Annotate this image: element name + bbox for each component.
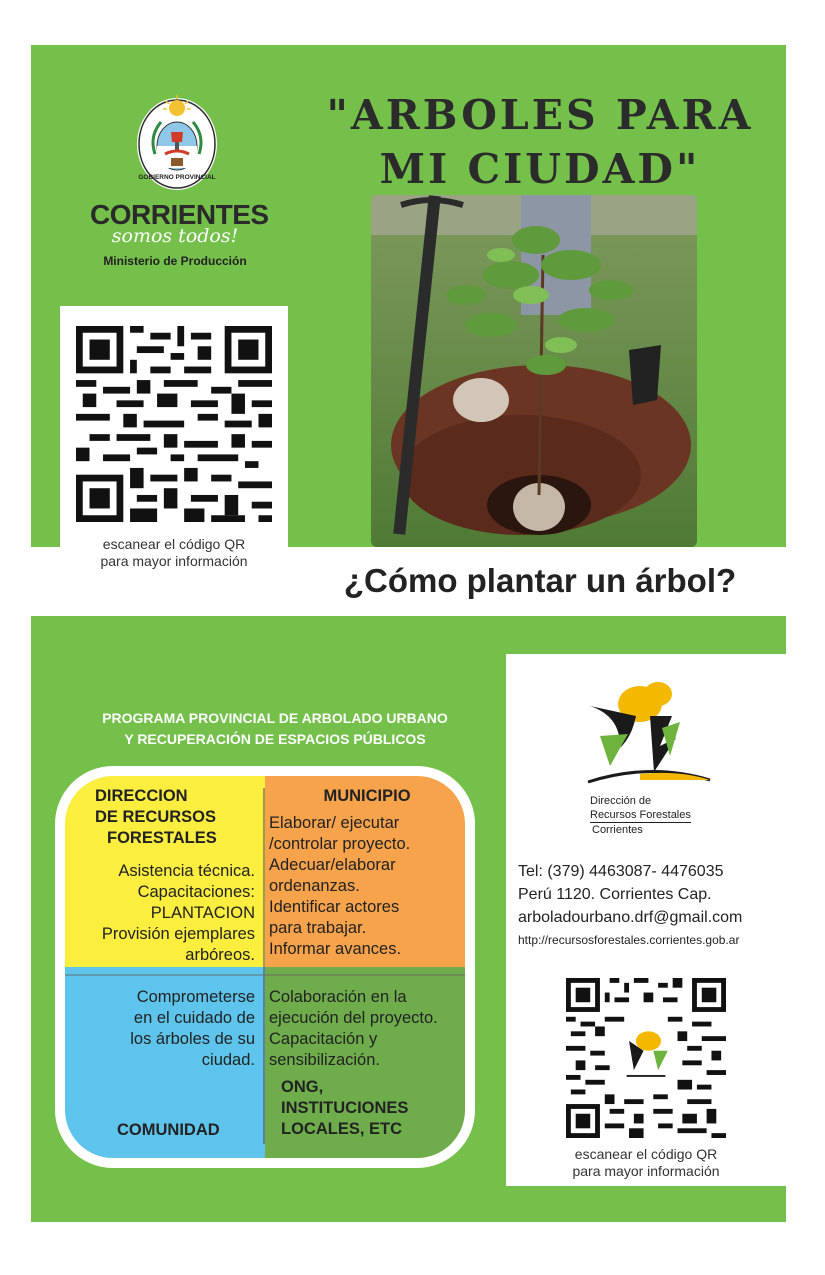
- quadrant-drf: [65, 776, 265, 967]
- comunidad-item: ciudad.: [201, 1051, 255, 1069]
- drf-logo-text: [590, 794, 691, 837]
- address-text: Perú 1120. Corrientes Cap.: [518, 886, 712, 903]
- quadrant-divider-vertical: [263, 788, 265, 1144]
- municipio-item: Identificar actores: [269, 898, 400, 916]
- page-title: [300, 88, 780, 196]
- municipio-item: Informar avances.: [269, 940, 402, 958]
- website-link[interactable]: http://recursosforestales.corrientes.gob.ar: [518, 933, 740, 947]
- gobierno-provincial-crest: [135, 92, 219, 192]
- tree-planting-photo: [371, 195, 697, 547]
- comunidad-item: en el cuidado de: [133, 1009, 255, 1027]
- ministry-label: Ministerio de Producción: [103, 254, 247, 268]
- program-heading: [60, 708, 490, 750]
- qr-code-image-2[interactable]: [566, 978, 726, 1138]
- email-link[interactable]: arboladourbano.drf@gmail.com: [518, 909, 743, 926]
- comunidad-item: Comprometerse: [136, 988, 255, 1006]
- municipio-title: MUNICIPIO: [323, 787, 411, 805]
- ong-item: Capacitación y: [269, 1030, 378, 1048]
- municipio-item: Adecuar/elaborar: [269, 856, 396, 874]
- drf-logo-line-2: Recursos Forestales: [590, 809, 691, 821]
- qr-code-image[interactable]: [76, 326, 272, 522]
- municipio-item: ordenanzas.: [269, 877, 360, 895]
- qr-caption-line-2: para mayor información: [100, 553, 248, 569]
- qr-caption-2-line-1: escanear el código QR: [574, 1146, 718, 1162]
- program-heading-line-1: PROGRAMA PROVINCIAL DE ARBOLADO URBANO: [102, 710, 448, 726]
- ong-item: Colaboración en la: [269, 988, 407, 1006]
- how-to-plant-heading: ¿Cómo plantar un árbol?: [343, 562, 737, 599]
- drf-title: [65, 786, 255, 849]
- comunidad-item: los árboles de su: [130, 1030, 255, 1048]
- municipio-item: Elaborar/ ejecutar: [269, 814, 400, 832]
- drf-title-line: DE RECURSOS: [95, 808, 217, 826]
- quadrant-municipio: [265, 776, 465, 967]
- drf-items: [65, 861, 255, 966]
- ong-title-line: ONG,: [281, 1078, 324, 1096]
- drf-title-line: DIRECCION: [95, 787, 188, 805]
- drf-title-line: FORESTALES: [107, 829, 217, 847]
- qr-code-card: [60, 306, 288, 586]
- ong-title: [281, 1077, 408, 1140]
- ong-item: sensibilización.: [269, 1051, 380, 1069]
- crest-text: GOBIERNO PROVINCIAL: [138, 174, 216, 181]
- brand-slogan: somos todos!: [111, 225, 239, 247]
- brand-block: [90, 199, 269, 268]
- drf-logo-line-1: Dirección de: [590, 795, 652, 807]
- program-heading-line-2: Y RECUPERACIÓN DE ESPACIOS PÚBLICOS: [124, 731, 426, 747]
- responsibility-quadrants: [65, 776, 465, 1158]
- drf-item: PLANTACION: [150, 904, 255, 922]
- ong-title-line: INSTITUCIONES: [281, 1099, 409, 1117]
- drf-logo-line-3: Corrientes: [592, 824, 643, 836]
- qr-caption-2-line-2: para mayor información: [572, 1163, 720, 1179]
- municipio-item: /controlar proyecto.: [269, 835, 411, 853]
- title-line-1: "ARBOLES PARA: [326, 91, 754, 139]
- recursos-forestales-logo: [580, 676, 720, 841]
- qr-caption-line-1: escanear el código QR: [102, 536, 246, 552]
- phone-text: Tel: (379) 4463087- 4476035: [518, 863, 724, 880]
- quadrant-ong: [265, 967, 465, 1158]
- quadrant-divider-horizontal: [65, 974, 465, 976]
- municipio-item: para trabajar.: [269, 919, 367, 937]
- brand-name: CORRIENTES: [90, 199, 269, 230]
- drf-item: Asistencia técnica.: [118, 862, 255, 880]
- comunidad-title: COMUNIDAD: [117, 1121, 220, 1139]
- drf-item: Capacitaciones:: [137, 883, 255, 901]
- qr-caption-2: [506, 1146, 786, 1180]
- qr-caption: [60, 536, 288, 570]
- drf-item: Provisión ejemplares: [101, 925, 255, 943]
- ong-title-line: LOCALES, ETC: [281, 1120, 403, 1138]
- title-line-2: MI CIUDAD": [379, 145, 701, 193]
- quadrant-comunidad: [65, 967, 265, 1158]
- drf-item: arbóreos.: [185, 946, 255, 964]
- contact-info: [518, 860, 788, 952]
- ong-item: ejecución del proyecto.: [269, 1009, 438, 1027]
